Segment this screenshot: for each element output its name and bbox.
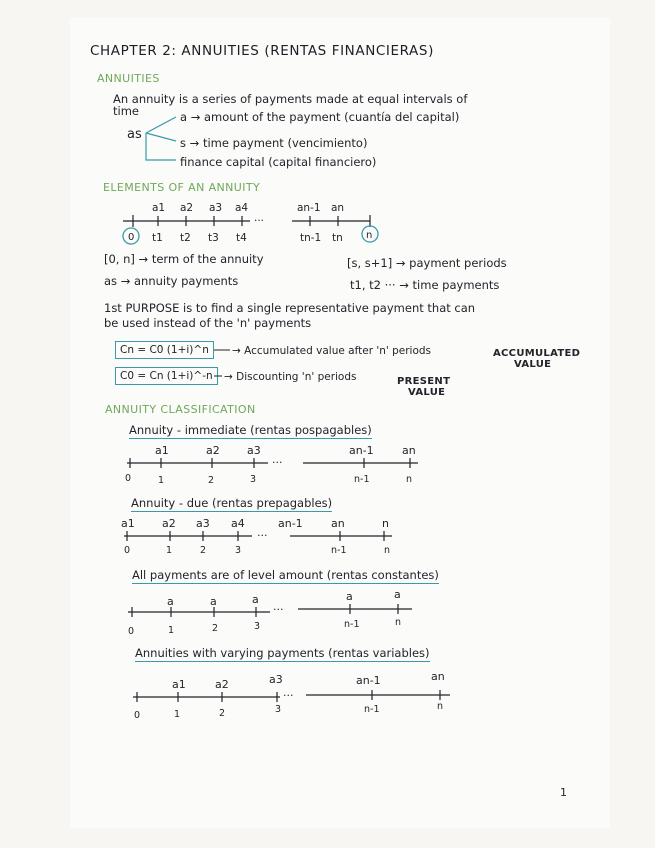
page-number: 1 (560, 786, 567, 799)
branch-finance-capital: finance capital (capital financiero) (180, 155, 377, 169)
due-bottom-label: 1 (166, 545, 173, 556)
formula-accumulated-description: → Accumulated value after 'n' periods (232, 345, 432, 357)
purpose-line-2: be used instead of the 'n' payments (104, 316, 312, 330)
elements-bottom-label: t1 (152, 232, 163, 244)
present-value-label-2: VALUE (408, 387, 446, 398)
due-top-label: a4 (231, 517, 245, 530)
due-bottom-label: 2 (200, 545, 207, 556)
varying-bottom-label: 0 (134, 710, 141, 721)
varying-bottom-label: n (437, 701, 444, 712)
immediate-top-label: a3 (247, 444, 261, 457)
note-term: [0, n] → term of the annuity (104, 252, 264, 266)
varying-top-label: a3 (269, 673, 283, 686)
level-bottom-label: 2 (212, 623, 219, 634)
note-periods: [s, s+1] → payment periods (347, 256, 507, 270)
due-top-label: n (382, 517, 389, 530)
purpose-line-1: 1st PURPOSE is to find a single representative payment that can (104, 301, 476, 315)
formula-connectors (214, 350, 230, 376)
immediate-bottom-label: n (406, 474, 413, 485)
level-top-label: a (394, 588, 401, 601)
branch-time: s → time payment (vencimiento) (180, 136, 368, 150)
as-symbol: as (127, 127, 142, 142)
level-bottom-label: 1 (168, 625, 175, 636)
immediate-bottom-label: 1 (158, 475, 165, 486)
type-due-title: Annuity - due (rentas prepagables) (131, 496, 333, 510)
branch-amount: a → amount of the payment (cuantía del capital) (180, 110, 460, 124)
level-top-label: a (252, 593, 259, 606)
formula-accumulated-box: Cn = C0 (1+i)^n (115, 341, 214, 359)
varying-top-label: a2 (215, 678, 229, 691)
chapter-title: CHAPTER 2: ANNUITIES (RENTAS FINANCIERAS) (90, 43, 434, 59)
due-top-label: a1 (121, 517, 135, 530)
immediate-bottom-label: 0 (125, 473, 132, 484)
type-immediate-title: Annuity - immediate (rentas pospagables) (129, 423, 372, 437)
elements-top-label: a1 (152, 202, 166, 214)
varying-top-label: an-1 (356, 674, 381, 687)
elements-bottom-label: t2 (180, 232, 191, 244)
elements-heading: ELEMENTS OF AN ANNUITY (103, 181, 261, 194)
due-bottom-label: n-1 (331, 545, 347, 556)
elements-top-label: an (331, 202, 345, 214)
type-level-title: All payments are of level amount (rentas constantes) (132, 568, 439, 582)
elements-bottom-label: 0 (128, 232, 135, 243)
due-bottom-label: 0 (124, 545, 131, 556)
ellipsis: ··· (272, 456, 283, 469)
due-bottom-label: n (384, 545, 391, 556)
varying-bottom-label: n-1 (364, 704, 380, 715)
formula-present-box: C0 = Cn (1+i)^-n (115, 367, 218, 385)
level-bottom-label: n (395, 617, 402, 628)
immediate-bottom-label: 3 (250, 474, 257, 485)
due-bottom-label: 3 (235, 545, 242, 556)
elements-top-label: a2 (180, 202, 194, 214)
elements-bottom-label: tn-1 (300, 232, 322, 244)
ellipsis: ··· (254, 215, 265, 227)
accumulated-value-label-2: VALUE (514, 359, 552, 370)
immediate-bottom-label: 2 (208, 475, 215, 486)
ellipsis: ··· (257, 529, 268, 542)
elements-bottom-label: n (366, 230, 373, 241)
note-time-payments: t1, t2 ··· → time payments (350, 278, 500, 292)
due-top-label: an (331, 517, 345, 530)
formula-present-description: → Discounting 'n' periods (224, 371, 357, 383)
due-top-label: an-1 (278, 517, 303, 530)
as-bracket (146, 117, 176, 160)
ellipsis: ··· (283, 689, 294, 702)
accumulated-value-label-1: ACCUMULATED (493, 348, 581, 359)
level-top-label: a (167, 595, 174, 608)
annuities-heading: ANNUITIES (97, 72, 160, 85)
elements-top-label: a3 (209, 202, 223, 214)
varying-bottom-label: 1 (174, 709, 181, 720)
classification-heading: ANNUITY CLASSIFICATION (105, 403, 256, 416)
level-bottom-label: 0 (128, 626, 135, 637)
elements-top-label: an-1 (297, 202, 321, 214)
immediate-bottom-label: n-1 (354, 474, 370, 485)
immediate-top-label: an-1 (349, 444, 374, 457)
due-top-label: a2 (162, 517, 176, 530)
elements-timeline (123, 215, 370, 227)
elements-bottom-label: t4 (236, 232, 247, 244)
level-bottom-label: 3 (254, 621, 261, 632)
ellipsis: ··· (273, 603, 284, 616)
immediate-top-label: a1 (155, 444, 169, 457)
note-payments: as → annuity payments (104, 274, 239, 288)
varying-bottom-label: 2 (219, 708, 226, 719)
definition-line-2: time (113, 104, 139, 118)
varying-top-label: a1 (172, 678, 186, 691)
elements-bottom-label: t3 (208, 232, 219, 244)
definition-line-1: An annuity is a series of payments made at equal intervals of (113, 92, 468, 106)
present-value-label-1: PRESENT (397, 376, 451, 387)
level-top-label: a (346, 590, 353, 603)
due-top-label: a3 (196, 517, 210, 530)
varying-bottom-label: 3 (275, 704, 282, 715)
elements-top-label: a4 (235, 202, 249, 214)
immediate-top-label: a2 (206, 444, 220, 457)
elements-bottom-label: tn (332, 232, 343, 244)
immediate-top-label: an (402, 444, 416, 457)
type-varying-title: Annuities with varying payments (rentas variables) (135, 646, 430, 660)
level-top-label: a (210, 595, 217, 608)
level-bottom-label: n-1 (344, 619, 360, 630)
varying-top-label: an (431, 670, 445, 683)
